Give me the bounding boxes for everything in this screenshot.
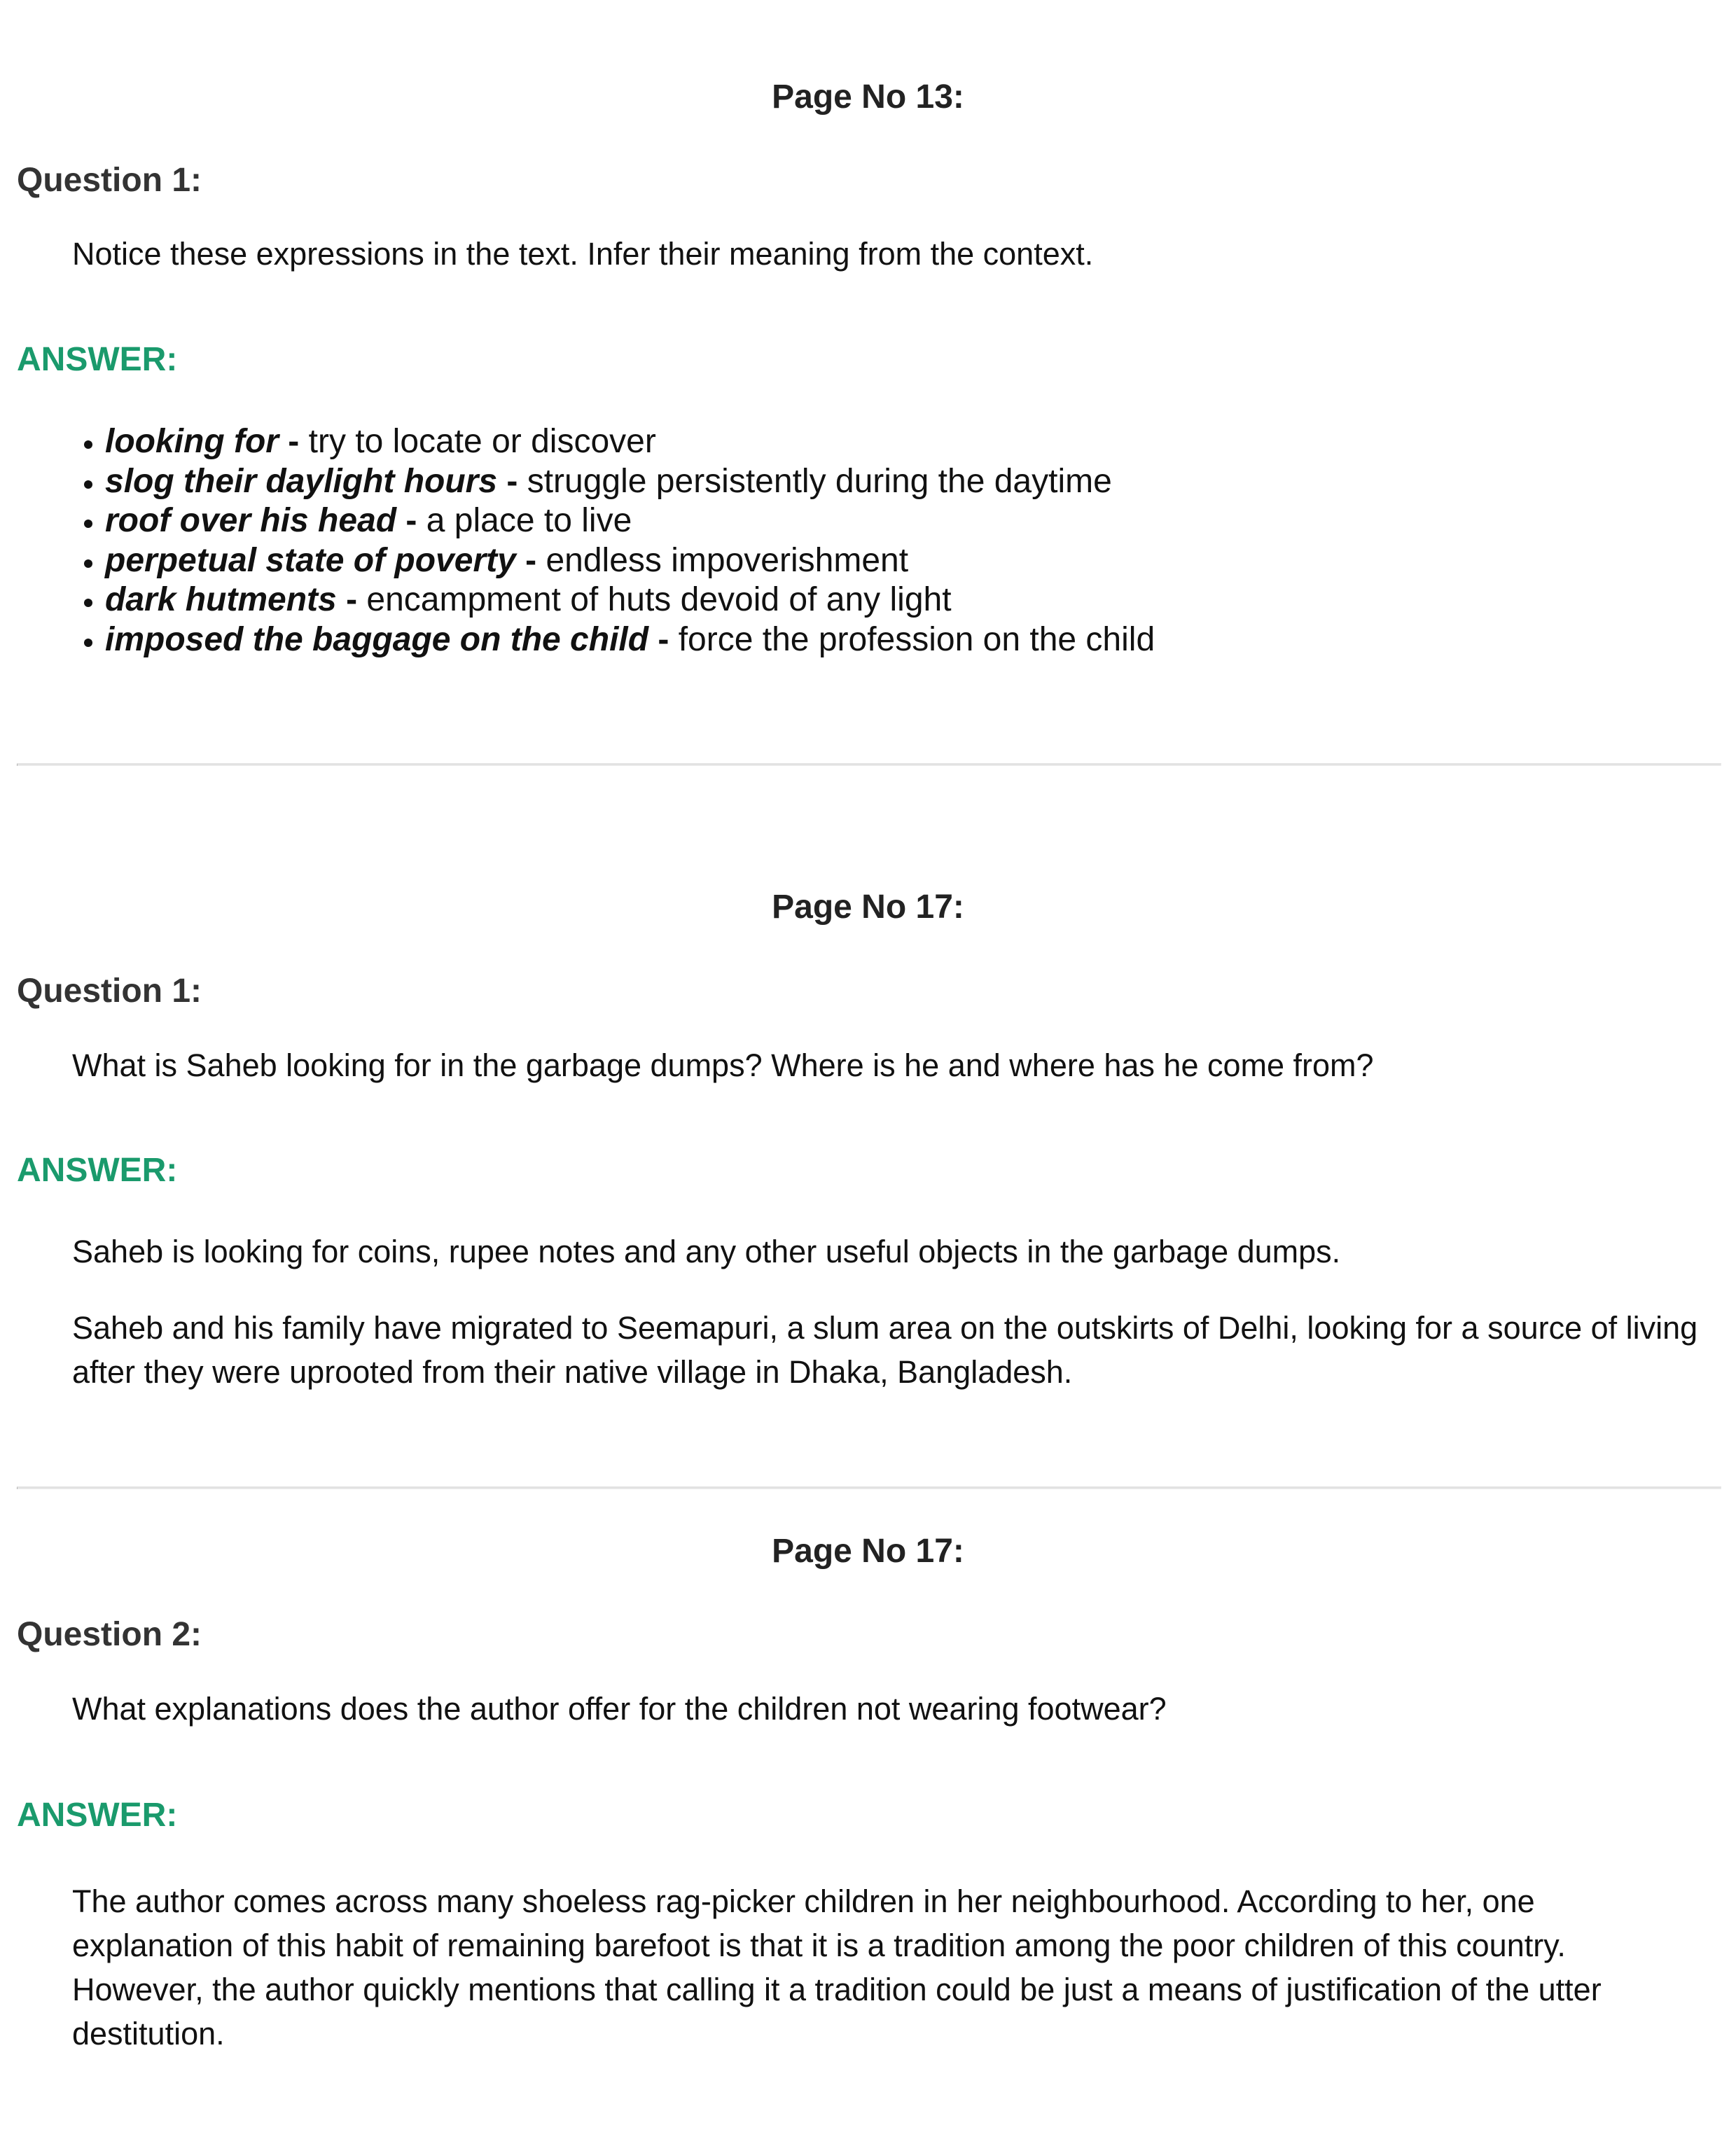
term-meaning: struggle persistently during the daytime: [527, 462, 1112, 500]
page-title: Page No 17:: [772, 889, 964, 926]
term: perpetual state of poverty: [105, 541, 516, 579]
list-item: [105, 501, 1155, 541]
answer-paragraph: Saheb and his family have migrated to Seemapuri, a slum area on the outskirts of Delhi, looking for a source of living after they were uprooted from their native village in Dhaka, Bangladesh.: [72, 1310, 1698, 1390]
list-item: [105, 462, 1155, 502]
term: imposed the baggage on the child: [105, 620, 649, 658]
answer-paragraph: Saheb is looking for coins, rupee notes and any other useful objects in the garbage dumps.: [72, 1234, 1341, 1269]
term-meaning: force the profession on the child: [678, 620, 1155, 658]
term-separator: -: [497, 462, 527, 500]
list-item: [105, 580, 1155, 620]
term-separator: -: [648, 620, 679, 658]
list-item: [105, 620, 1155, 660]
term-separator: -: [396, 502, 426, 539]
list-item: [105, 422, 1155, 462]
section-divider: [17, 763, 1721, 766]
answer-paragraph: The author comes across many shoeless rag-picker children in her neighbourhood. According to her, one explanation of this habit of remaining barefoot is that it is a tradition among the poor children of this country. However, the author quickly mentions that calling it a tradition could be just a means of justification of the utter destitution.: [72, 1883, 1602, 2051]
answer-label: ANSWER:: [17, 1797, 178, 1834]
page-title: Page No 17:: [772, 1533, 964, 1570]
question-text: What is Saheb looking for in the garbage dumps? Where is he and where has he come from?: [72, 1047, 1374, 1083]
term-meaning: endless impoverishment: [546, 541, 909, 579]
answer-label: ANSWER:: [17, 341, 178, 378]
section-divider: [17, 1486, 1721, 1489]
term: looking for: [105, 423, 279, 460]
question-label: Question 1:: [17, 162, 202, 199]
question-label: Question 1:: [17, 973, 202, 1010]
answer-term-list: [105, 422, 1155, 660]
term-separator: -: [336, 581, 367, 618]
term-separator: -: [515, 541, 546, 579]
term-meaning: a place to live: [426, 502, 632, 539]
page-title: Page No 13:: [772, 78, 964, 116]
term: dark hutments: [105, 581, 337, 618]
term-meaning: try to locate or discover: [308, 423, 656, 460]
term-meaning: encampment of huts devoid of any light: [366, 581, 952, 618]
answer-label: ANSWER:: [17, 1152, 178, 1189]
question-text: What explanations does the author offer for the children not wearing footwear?: [72, 1691, 1167, 1727]
list-item: [105, 541, 1155, 581]
term: slog their daylight hours: [105, 462, 498, 500]
term-separator: -: [278, 423, 309, 460]
question-label: Question 2:: [17, 1616, 202, 1653]
question-text: Notice these expressions in the text. Infer their meaning from the context.: [72, 236, 1094, 272]
term: roof over his head: [105, 502, 397, 539]
